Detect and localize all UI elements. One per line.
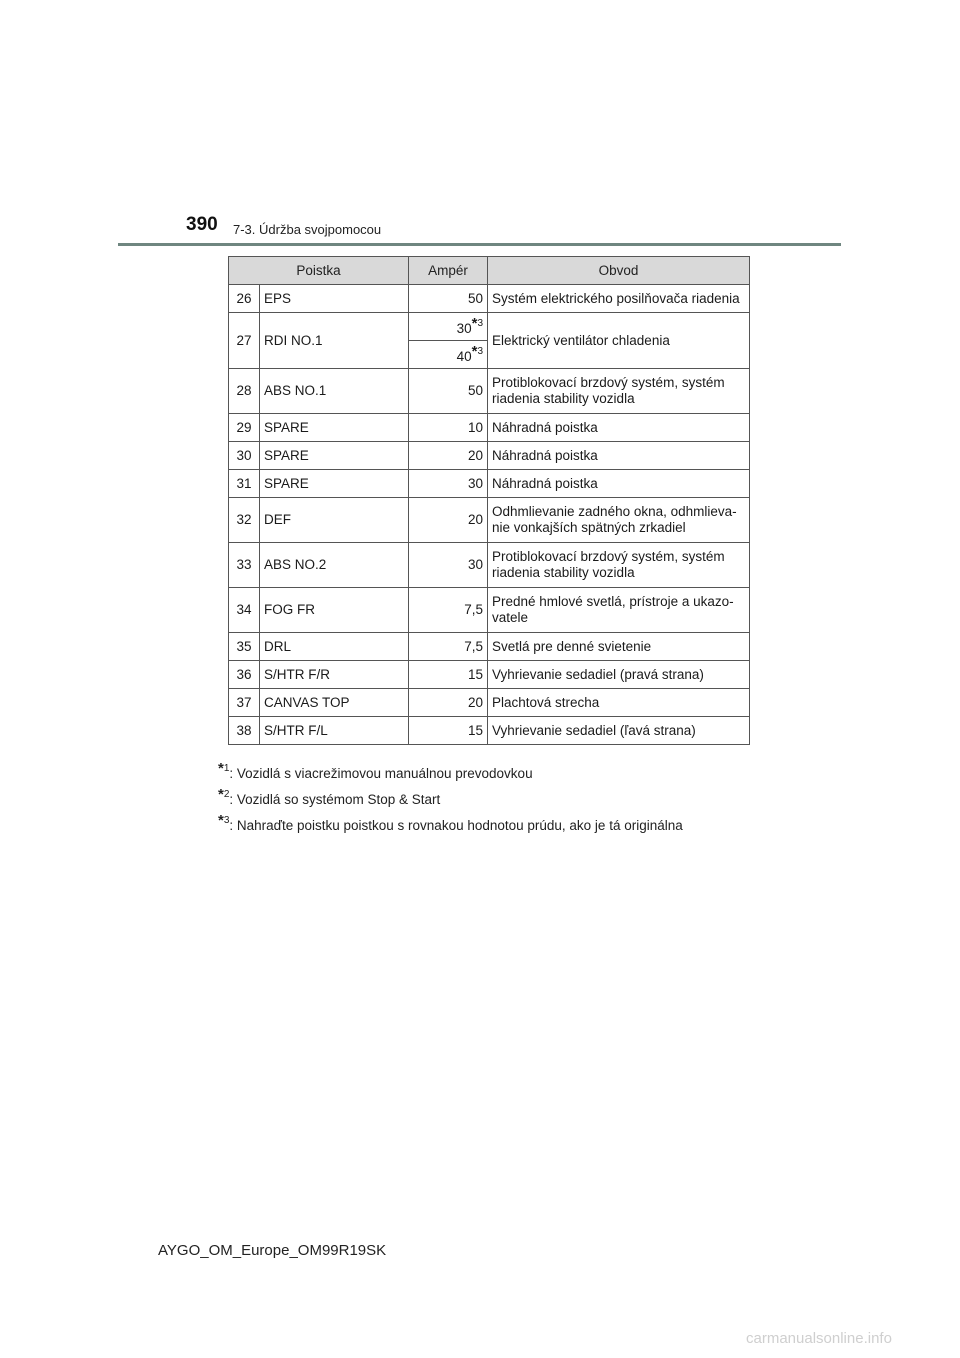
table-row xyxy=(229,498,750,543)
fuse-ampere: 30 xyxy=(409,543,488,588)
footnote-star-icon: * xyxy=(218,760,224,777)
fuse-name: SPARE xyxy=(260,414,409,442)
fuse-number: 30 xyxy=(229,442,260,470)
fuse-number: 33 xyxy=(229,543,260,588)
fuse-table xyxy=(228,256,750,745)
page-number: 390 xyxy=(186,214,218,235)
circuit-line: Odhmlievanie zadného okna, odhmlieva- xyxy=(492,504,737,519)
fuse-number: 34 xyxy=(229,588,260,633)
fuse-circuit xyxy=(488,543,750,588)
fuse-circuit xyxy=(488,369,750,414)
table-header-row xyxy=(229,257,750,285)
fuse-circuit: Vyhrievanie sedadiel (ľavá strana) xyxy=(488,717,750,745)
footnote-ref: 3 xyxy=(477,318,483,329)
column-header-ampere: Ampér xyxy=(409,257,488,285)
fuse-name: CANVAS TOP xyxy=(260,689,409,717)
fuse-number: 26 xyxy=(229,285,260,313)
fuse-ampere: 15 xyxy=(409,717,488,745)
table-row xyxy=(229,285,750,313)
footnote-ref: 3 xyxy=(477,346,483,357)
circuit-line: Predné hmlové svetlá, prístroje a ukazo- xyxy=(492,594,734,609)
fuse-name: DRL xyxy=(260,633,409,661)
fuse-name: ABS NO.1 xyxy=(260,369,409,414)
fuse-circuit: Plachtová strecha xyxy=(488,689,750,717)
footnote-mark: 3 xyxy=(223,815,230,826)
fuse-name: FOG FR xyxy=(260,588,409,633)
circuit-line: riadenia stability vozidla xyxy=(492,565,635,580)
fuse-number: 35 xyxy=(229,633,260,661)
fuse-name: SPARE xyxy=(260,442,409,470)
fuse-name: DEF xyxy=(260,498,409,543)
document-code: AYGO_OM_Europe_OM99R19SK xyxy=(158,1242,387,1259)
fuse-circuit: Náhradná poistka xyxy=(488,414,750,442)
fuse-ampere: 20 xyxy=(409,689,488,717)
fuse-number: 38 xyxy=(229,717,260,745)
watermark: carmanualsonline.info xyxy=(746,1330,892,1347)
circuit-line: Protiblokovací brzdový systém, systém xyxy=(492,549,725,564)
table-row xyxy=(229,689,750,717)
table-row xyxy=(229,470,750,498)
footnote-mark: 1 xyxy=(223,763,230,774)
footnote-star-icon: * xyxy=(471,343,478,360)
fuse-number: 28 xyxy=(229,369,260,414)
table-row xyxy=(229,442,750,470)
header-divider xyxy=(118,243,841,246)
fuse-ampere: 15 xyxy=(409,661,488,689)
fuse-ampere: 50 xyxy=(409,369,488,414)
table-row xyxy=(229,717,750,745)
fuse-circuit xyxy=(488,498,750,543)
fuse-ampere: 30 xyxy=(409,470,488,498)
footnote-star-icon: * xyxy=(218,786,224,803)
footnote-star-icon: * xyxy=(218,812,224,829)
footnote-mark: 2 xyxy=(223,789,230,800)
fuse-name: SPARE xyxy=(260,470,409,498)
circuit-line: riadenia stability vozidla xyxy=(492,391,635,406)
column-header-fuse: Poistka xyxy=(229,257,409,285)
table-row xyxy=(229,313,750,341)
table-row xyxy=(229,661,750,689)
fuse-number: 31 xyxy=(229,470,260,498)
fuse-circuit: Náhradná poistka xyxy=(488,442,750,470)
fuse-name: S/HTR F/L xyxy=(260,717,409,745)
fuse-number: 29 xyxy=(229,414,260,442)
fuse-ampere: 7,5 xyxy=(409,588,488,633)
fuse-name: ABS NO.2 xyxy=(260,543,409,588)
ampere-value: 40 xyxy=(456,349,472,364)
fuse-name: RDI NO.1 xyxy=(260,313,409,369)
fuse-circuit xyxy=(488,588,750,633)
table-row xyxy=(229,369,750,414)
footnote-3 xyxy=(218,812,683,833)
ampere-value: 30 xyxy=(456,321,472,336)
footnote-2 xyxy=(218,786,440,807)
fuse-number: 37 xyxy=(229,689,260,717)
fuse-circuit: Svetlá pre denné svietenie xyxy=(488,633,750,661)
circuit-line: Protiblokovací brzdový systém, systém xyxy=(492,375,725,390)
footnote-text: : Vozidlá s viacrežimovou manuálnou prevodovkou xyxy=(229,766,533,781)
fuse-circuit: Vyhrievanie sedadiel (pravá strana) xyxy=(488,661,750,689)
fuse-ampere-alt xyxy=(409,341,488,369)
footnote-text: : Nahraďte poistku poistkou s rovnakou hodnotou prúdu, ako je tá originálna xyxy=(229,818,683,833)
fuse-name: S/HTR F/R xyxy=(260,661,409,689)
table-row xyxy=(229,633,750,661)
footnote-1 xyxy=(218,760,533,781)
fuse-ampere: 10 xyxy=(409,414,488,442)
column-header-circuit: Obvod xyxy=(488,257,750,285)
fuse-number: 27 xyxy=(229,313,260,369)
fuse-ampere: 7,5 xyxy=(409,633,488,661)
footnote-text: : Vozidlá so systémom Stop & Start xyxy=(229,792,441,807)
fuse-ampere xyxy=(409,313,488,341)
fuse-name: EPS xyxy=(260,285,409,313)
footnote-star-icon: * xyxy=(471,315,478,332)
fuse-circuit: Systém elektrického posilňovača riadenia xyxy=(488,285,750,313)
circuit-line: nie vonkajších spätných zrkadiel xyxy=(492,520,686,535)
section-title: 7-3. Údržba svojpomocou xyxy=(233,222,382,237)
fuse-number: 32 xyxy=(229,498,260,543)
fuse-number: 36 xyxy=(229,661,260,689)
circuit-line: vatele xyxy=(492,610,529,625)
fuse-circuit: Náhradná poistka xyxy=(488,470,750,498)
fuse-ampere: 20 xyxy=(409,498,488,543)
table-row xyxy=(229,543,750,588)
table-row xyxy=(229,414,750,442)
fuse-ampere: 50 xyxy=(409,285,488,313)
fuse-circuit: Elektrický ventilátor chladenia xyxy=(488,313,750,369)
table-row xyxy=(229,588,750,633)
fuse-ampere: 20 xyxy=(409,442,488,470)
